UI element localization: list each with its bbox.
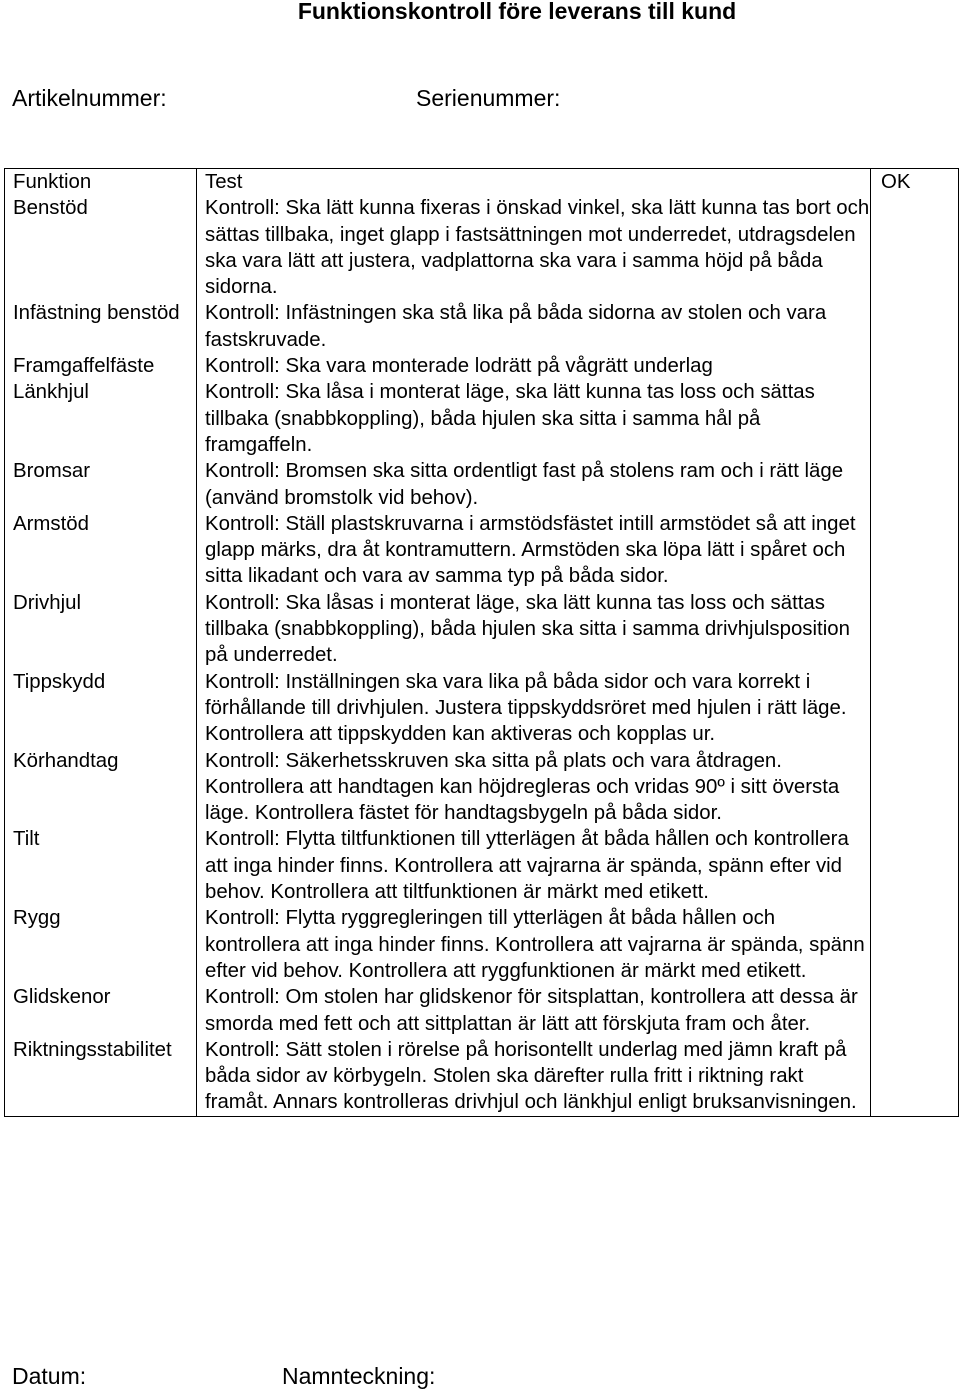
- table-row: [5, 511, 959, 590]
- funktion-cell: Glidskenor: [5, 984, 197, 1037]
- ok-cell[interactable]: [871, 300, 959, 353]
- test-cell: Kontroll: Bromsen ska sitta ordentligt fast på stolens ram och i rätt läge (använd bromstolk vid behov).: [197, 458, 871, 511]
- funktion-cell: Bromsar: [5, 458, 197, 511]
- table-row: [5, 669, 959, 748]
- ok-cell[interactable]: [871, 590, 959, 669]
- table-row: [5, 379, 959, 458]
- funktion-cell: Framgaffelfäste: [5, 353, 197, 379]
- serienummer-label: Serienummer:: [416, 85, 561, 111]
- funktion-cell: Tippskydd: [5, 669, 197, 748]
- ok-cell[interactable]: [871, 826, 959, 905]
- ok-cell[interactable]: [871, 669, 959, 748]
- ok-cell[interactable]: [871, 511, 959, 590]
- test-cell: Kontroll: Ska låsas i monterat läge, ska lätt kunna tas loss och sättas tillbaka (snabbkoppling), båda hjulen ska sitta i samma drivhjulsposition på underredet.: [197, 590, 871, 669]
- checklist-table: [4, 168, 959, 1117]
- ok-cell[interactable]: [871, 984, 959, 1037]
- namnteckning-label: Namnteckning:: [282, 1363, 436, 1389]
- table-row: [5, 1037, 959, 1116]
- funktion-cell: Benstöd: [5, 195, 197, 300]
- funktion-cell: Infästning benstöd: [5, 300, 197, 353]
- funktion-cell: Armstöd: [5, 511, 197, 590]
- funktion-cell: Riktningsstabilitet: [5, 1037, 197, 1116]
- funktion-cell: Rygg: [5, 905, 197, 984]
- ok-cell[interactable]: [871, 748, 959, 827]
- ok-cell[interactable]: [871, 353, 959, 379]
- test-cell: Kontroll: Ställ plastskruvarna i armstödsfästet intill armstödet så att inget glapp märks, dra åt kontramuttern. Armstöden ska löpa lätt i spåret och sitta likadant och vara av samma typ på båda sidor.: [197, 511, 871, 590]
- funktion-cell: Körhandtag: [5, 748, 197, 827]
- test-cell: Kontroll: Om stolen har glidskenor för sitsplattan, kontrollera att dessa är smorda med fett och att sittplattan är lätt att förskjuta fram och åter.: [197, 984, 871, 1037]
- table-row: [5, 353, 959, 379]
- checklist-body: [5, 169, 959, 1117]
- funktion-cell: Länkhjul: [5, 379, 197, 458]
- funktion-cell: Drivhjul: [5, 590, 197, 669]
- test-cell: Kontroll: Säkerhetsskruven ska sitta på plats och vara åtdragen. Kontrollera att handtagen kan höjdregleras och vridas 90º i sitt översta läge. Kontrollera fästet för handtagsbygeln på båda sidor.: [197, 748, 871, 827]
- table-row: [5, 905, 959, 984]
- test-cell: Kontroll: Sätt stolen i rörelse på horisontellt underlag med jämn kraft på båda sidor av körbygeln. Stolen ska därefter rulla fritt i riktning rakt framåt. Annars kontrolleras drivhjul och länkhjul enligt bruksanvisningen.: [197, 1037, 871, 1116]
- test-cell: Kontroll: Ska vara monterade lodrätt på vågrätt underlag: [197, 353, 871, 379]
- test-cell: Kontroll: Ska låsa i monterat läge, ska lätt kunna tas loss och sättas tillbaka (snabbkoppling), båda hjulen ska sitta i samma hål på framgaffeln.: [197, 379, 871, 458]
- funktion-cell: Tilt: [5, 826, 197, 905]
- table-row: [5, 826, 959, 905]
- table-row: [5, 748, 959, 827]
- ok-cell[interactable]: [871, 1037, 959, 1116]
- column-header-funktion: Funktion: [5, 169, 197, 196]
- test-cell: Kontroll: Inställningen ska vara lika på båda sidor och vara korrekt i förhållande till drivhjulen. Justera tippskyddsröret med hjulen i rätt läge. Kontrollera att tippskydden kan aktiveras och kopplas ur.: [197, 669, 871, 748]
- column-header-test: Test: [197, 169, 871, 196]
- table-header-row: [5, 169, 959, 196]
- document-title: Funktionskontroll före leverans till kund: [297, 0, 737, 24]
- table-row: [5, 458, 959, 511]
- test-cell: Kontroll: Ska lätt kunna fixeras i önskad vinkel, ska lätt kunna tas bort och sättas tillbaka, inget glapp i fastsättningen mot underredet, utdragsdelen ska vara lätt att justera, vadplattorna ska vara i samma höjd på båda sidorna.: [197, 195, 871, 300]
- test-cell: Kontroll: Flytta ryggregleringen till ytterlägen åt båda hållen och kontrollera att inga hinder finns. Kontrollera att vajrarna är spända, spänn efter vid behov. Kontrollera att ryggfunktionen är märkt med etikett.: [197, 905, 871, 984]
- ok-cell[interactable]: [871, 458, 959, 511]
- ok-cell[interactable]: [871, 379, 959, 458]
- test-cell: Kontroll: Flytta tiltfunktionen till ytterlägen åt båda hållen och kontrollera att inga hinder finns. Kontrollera att vajrarna är spända, spänn efter vid behov. Kontrollera att tiltfunktionen är märkt med etikett.: [197, 826, 871, 905]
- ok-cell[interactable]: [871, 195, 959, 300]
- datum-label: Datum:: [12, 1363, 87, 1389]
- table-row: [5, 590, 959, 669]
- test-cell: Kontroll: Infästningen ska stå lika på båda sidorna av stolen och vara fastskruvade.: [197, 300, 871, 353]
- table-row: [5, 984, 959, 1037]
- column-header-ok: OK: [871, 169, 959, 196]
- table-row: [5, 195, 959, 300]
- ok-cell[interactable]: [871, 905, 959, 984]
- artikelnummer-label: Artikelnummer:: [12, 85, 167, 111]
- table-row: [5, 300, 959, 353]
